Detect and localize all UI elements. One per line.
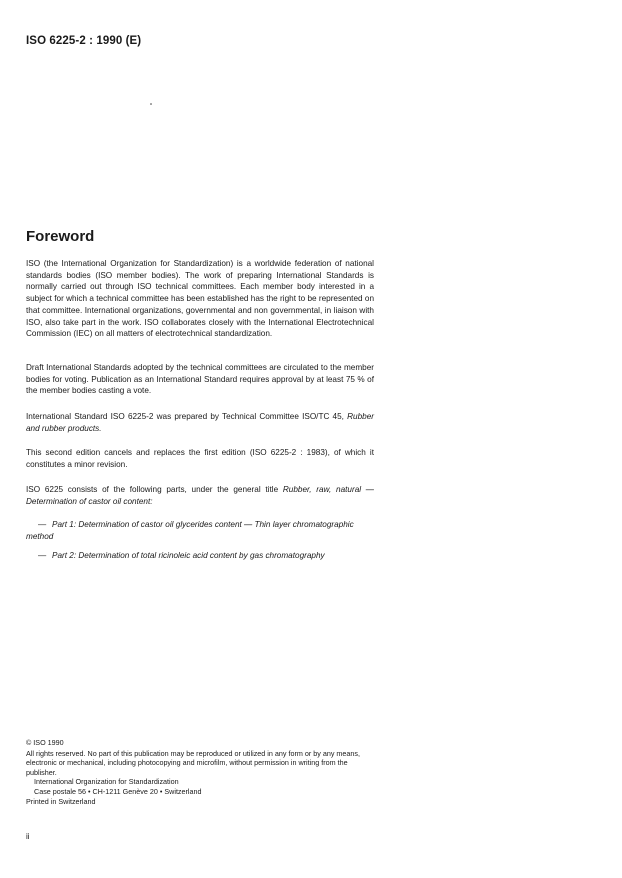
foreword-heading: Foreword: [26, 228, 95, 245]
foreword-paragraph-4: This second edition cancels and replaces the first edition (ISO 6225-2 : 1983), of which it constitutes a minor revision.: [26, 448, 374, 469]
part-2-text: Part 2: Determination of total ricinoleic acid content by gas chromatography: [52, 551, 325, 560]
printed-in: Printed in Switzerland: [26, 796, 96, 806]
organization-address: Case postale 56 • CH-1211 Genève 20 • Switzerland: [34, 786, 202, 796]
paragraph-5-text: ISO 6225 consists of the following parts, under the general title: [26, 485, 279, 494]
copyright-line: © ISO 1990: [26, 738, 64, 747]
paragraph-3-text: International Standard ISO 6225-2 was prepared by Technical Committee ISO/TC 45,: [26, 412, 344, 421]
foreword-paragraph-2: Draft International Standards adopted by the technical committees are circulated to the member bodies for voting. Publication as an International Standard requires approval by at least 75 % of the member bodies casting a vote.: [26, 363, 374, 396]
speck-mark: [150, 103, 152, 105]
organization-name: International Organization for Standardization: [34, 777, 179, 787]
document-id: ISO 6225-2 : 1990 (E): [26, 35, 142, 47]
rights-statement: All rights reserved. No part of this publication may be reproduced or utilized in any form or by any means, electronic or mechanical, including photocopying and microfilm, without permission in writing from the publisher.: [26, 748, 360, 777]
part-1-item: [26, 519, 374, 542]
page-number: ii: [26, 832, 30, 841]
foreword-paragraph-5: [26, 484, 374, 507]
copyright-block: [26, 738, 374, 806]
foreword-paragraph-3: [26, 411, 374, 434]
part-1-text: Part 1: Determination of castor oil glycerides content — Thin layer chromatographic method: [26, 520, 354, 541]
list-dash: —: [38, 520, 47, 529]
general-title: Rubber, raw, natural — Determination of castor oil content:: [26, 485, 374, 506]
part-2-item: [26, 550, 374, 562]
foreword-paragraph-1: ISO (the International Organization for Standardization) is a worldwide federation of national standards bodies (ISO member bodies). The work of preparing International Standards is normally carried out through ISO technical committees. Each member body interested in a subject for which a technical committee has been established has the right to be represented on that committee. International organizations, governmental and non governmental, in liaison with ISO, also take part in the work. ISO collaborates closely with the International Electrotechnical Commission (IEC) on all matters of electrotechnical standardization.: [26, 259, 374, 339]
committee-name: Rubber and rubber products.: [26, 412, 374, 433]
list-dash: —: [38, 551, 47, 560]
